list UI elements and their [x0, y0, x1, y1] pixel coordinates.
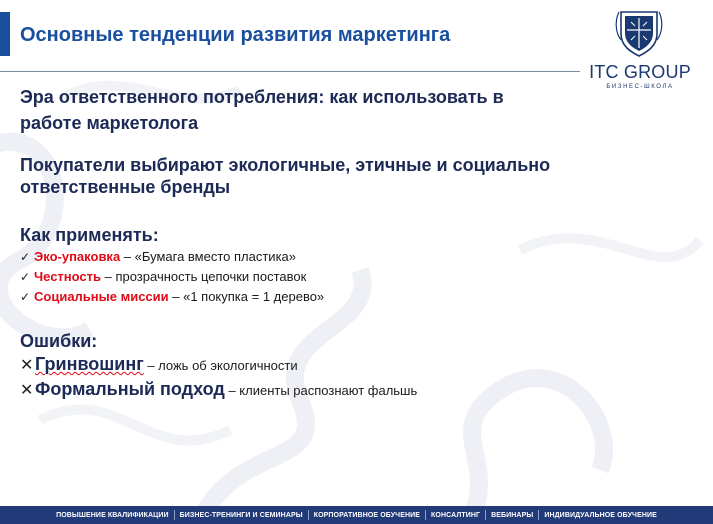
item-text: – «Бумага вместо пластика»	[120, 249, 297, 264]
footer-item: ВЕБИНАРЫ	[491, 511, 534, 519]
item-text: – клиенты распознают фальшь	[224, 383, 418, 398]
footer-item: КОНСАЛТИНГ	[431, 511, 481, 519]
item-key: Гринвошинг	[35, 354, 144, 374]
logo-name: ITC GROUP	[589, 62, 691, 82]
heading-apply: Как применять:	[20, 225, 159, 245]
heading-errors: Ошибки:	[20, 331, 98, 351]
item-key: Формальный подход	[35, 379, 225, 399]
company-logo	[585, 2, 697, 94]
cross-icon: ✕	[20, 357, 34, 374]
heading-buyers: Покупатели выбирают экологичные, этичные и социально ответственные бренды	[20, 155, 551, 197]
item-key: Социальные миссии	[34, 289, 169, 304]
footer-bar	[0, 506, 713, 524]
list-item	[20, 287, 324, 307]
item-text: – прозрачность цепочки поставок	[101, 269, 307, 284]
item-key: Эко-упаковка	[34, 249, 121, 264]
heading-era: Эра ответственного потребления: как использовать в работе маркетолога	[20, 87, 504, 133]
footer-item: БИЗНЕС-ТРЕНИНГИ И СЕМИНАРЫ	[179, 511, 303, 519]
item-key: Честность	[34, 269, 101, 284]
title-divider	[0, 71, 580, 72]
list-item	[20, 352, 417, 377]
shield-emblem-icon	[611, 2, 667, 58]
footer-item: ПОВЫШЕНИЕ КВАЛИФИКАЦИИ	[56, 511, 169, 519]
cross-icon: ✕	[20, 382, 34, 399]
item-text: – ложь об экологичности	[143, 358, 298, 373]
list-item	[20, 247, 324, 267]
check-icon: ✓	[20, 270, 31, 284]
check-icon: ✓	[20, 250, 31, 264]
errors-list	[20, 352, 417, 402]
footer-item: КОРПОРАТИВНОЕ ОБУЧЕНИЕ	[313, 511, 421, 519]
check-icon: ✓	[20, 290, 31, 304]
slide-title: Основные тенденции развития маркетинга	[20, 24, 451, 46]
item-text: – «1 покупка = 1 дерево»	[168, 289, 325, 304]
logo-subtitle: БИЗНЕС-ШКОЛА	[606, 84, 674, 90]
apply-list	[20, 247, 324, 307]
footer-item: ИНДИВИДУАЛЬНОЕ ОБУЧЕНИЕ	[544, 511, 657, 519]
list-item	[20, 267, 324, 287]
title-accent-bar	[0, 12, 10, 56]
list-item	[20, 377, 417, 402]
